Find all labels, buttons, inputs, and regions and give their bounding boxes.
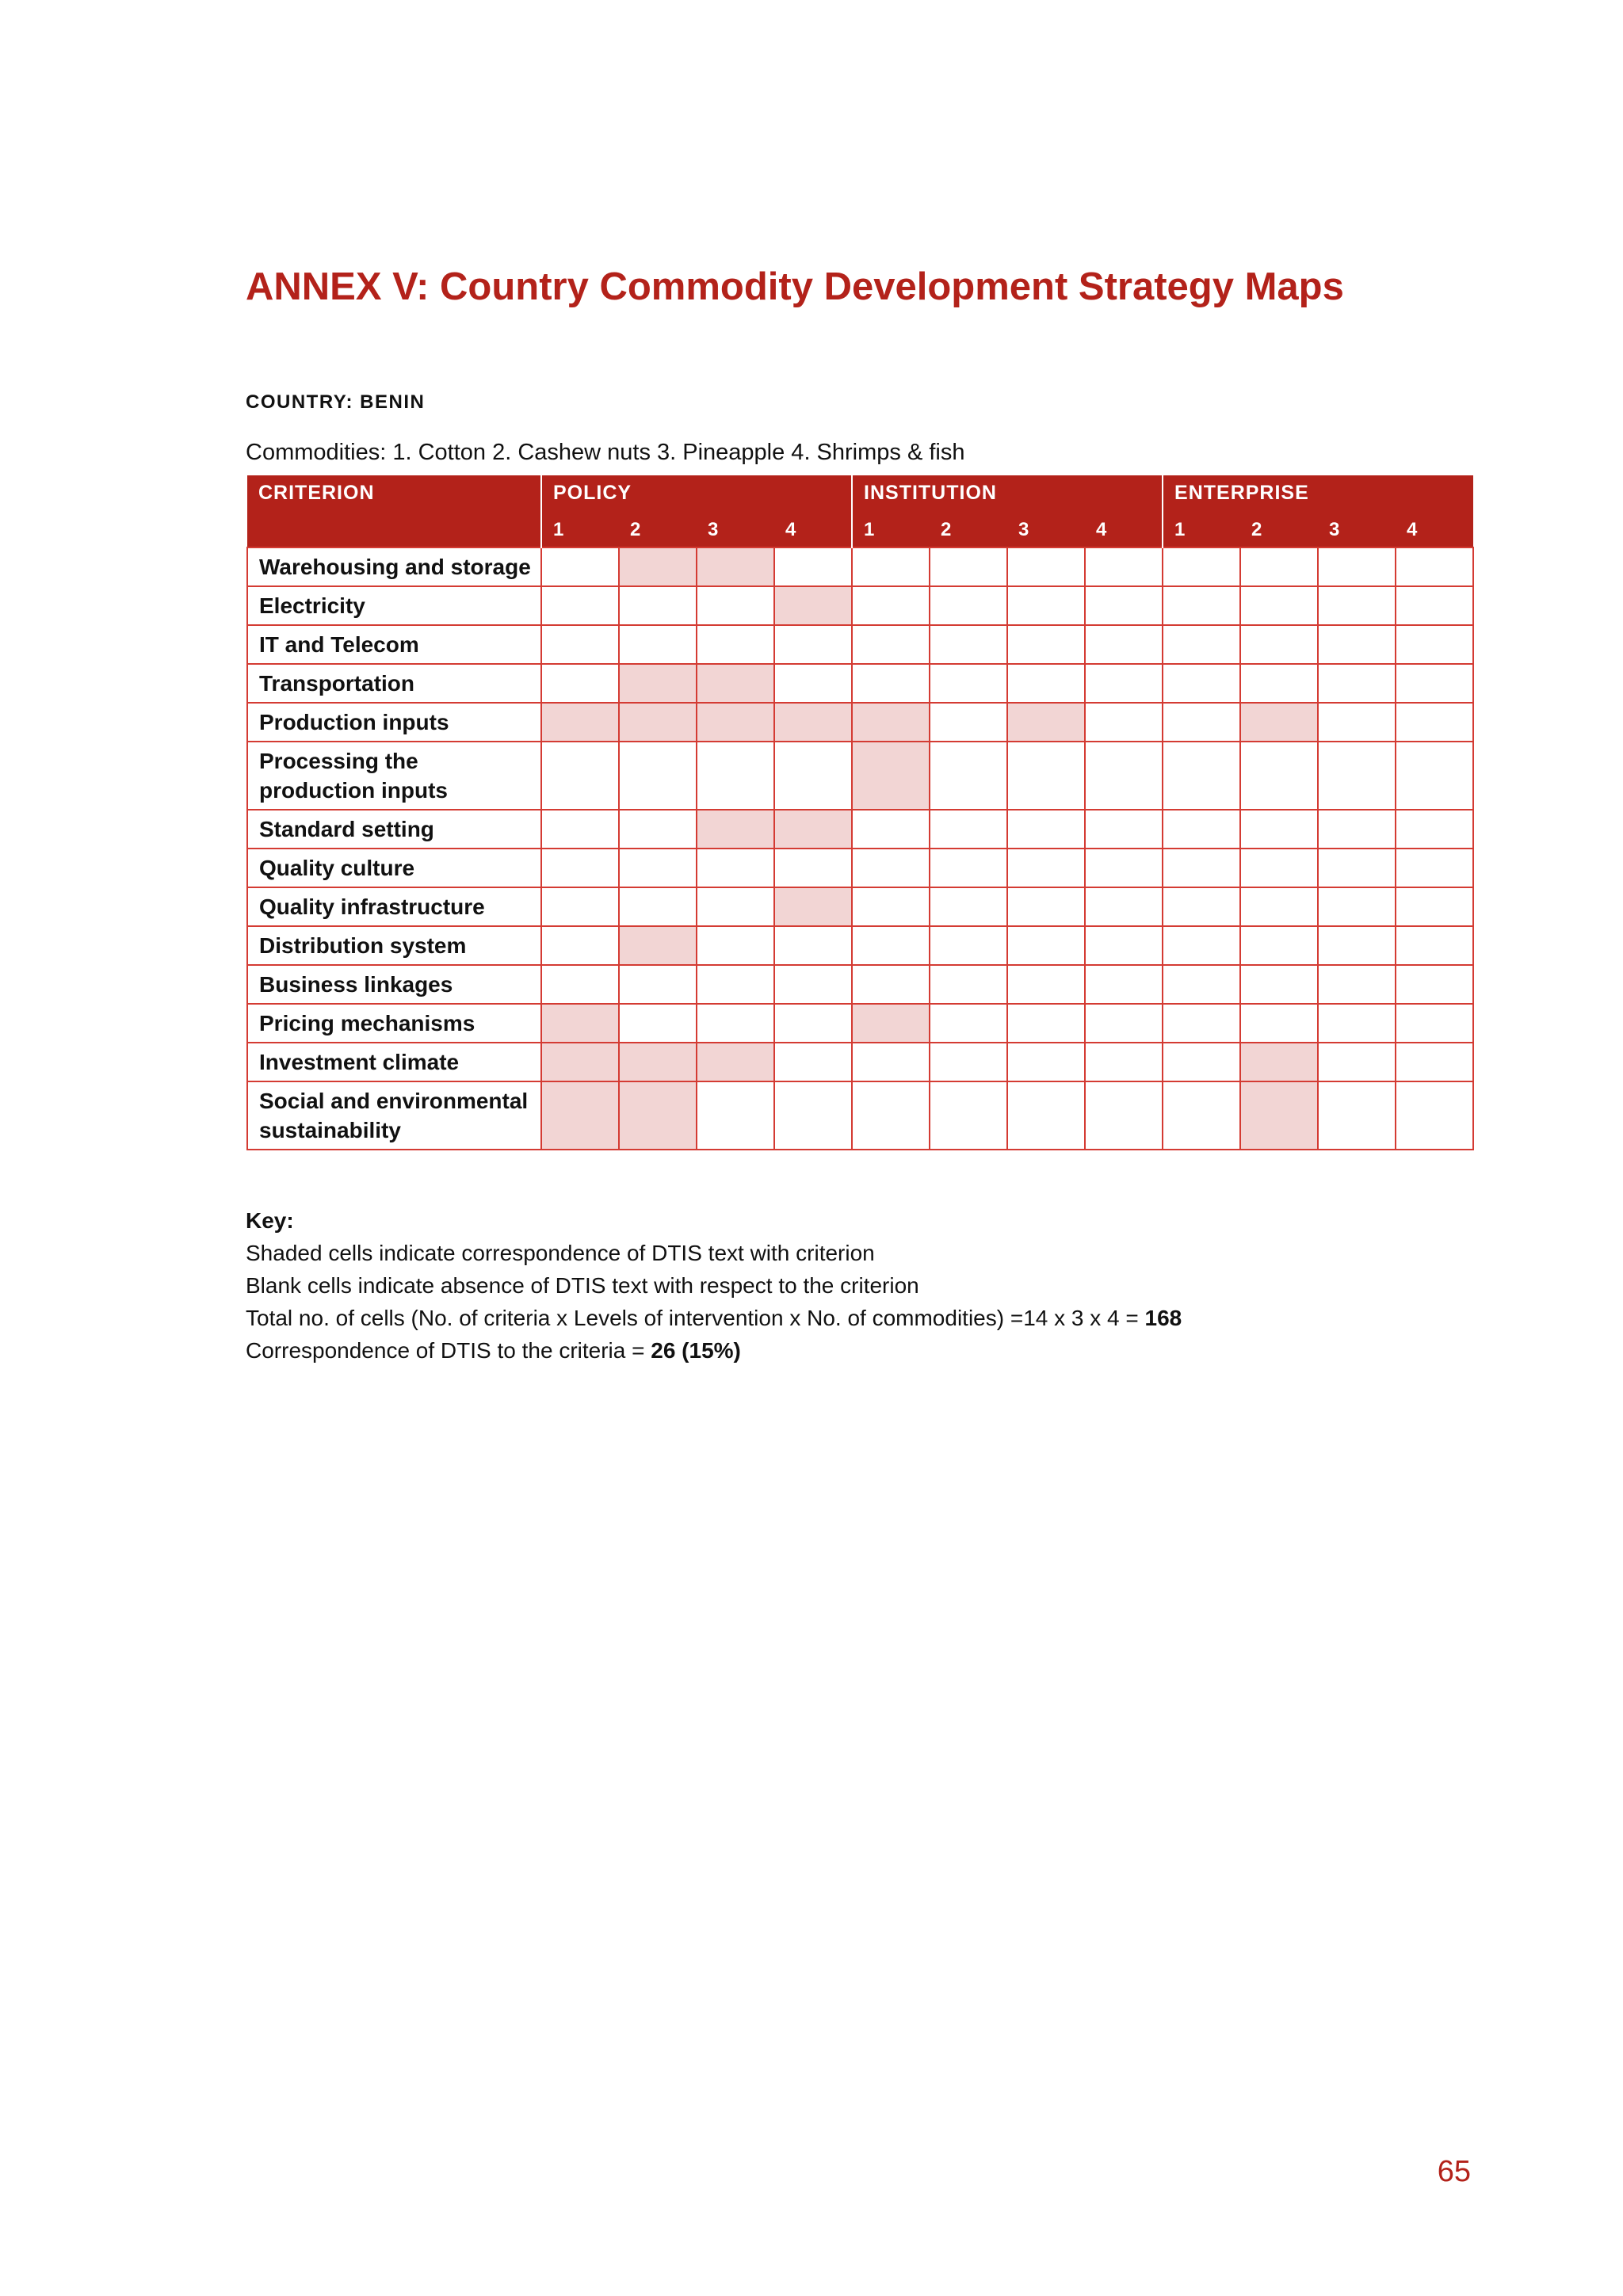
blank-cell bbox=[774, 965, 852, 1004]
table-row bbox=[247, 926, 1473, 965]
blank-cell bbox=[774, 547, 852, 586]
blank-cell bbox=[930, 586, 1007, 625]
criterion-label-text: Distribution system bbox=[259, 933, 467, 958]
criterion-label-text: Social and environmental bbox=[259, 1089, 529, 1113]
blank-cell bbox=[774, 849, 852, 887]
table-row bbox=[247, 849, 1473, 887]
blank-cell bbox=[930, 810, 1007, 849]
blank-cell bbox=[1240, 1004, 1318, 1043]
blank-cell bbox=[1318, 1043, 1396, 1081]
blank-cell bbox=[1318, 849, 1396, 887]
blank-cell bbox=[774, 926, 852, 965]
blank-cell bbox=[1085, 742, 1163, 810]
blank-cell bbox=[1007, 625, 1085, 664]
blank-cell bbox=[1163, 664, 1240, 703]
criterion-label-text: Business linkages bbox=[259, 972, 453, 997]
commodity-number-header: 1 bbox=[852, 513, 930, 547]
blank-cell bbox=[1163, 849, 1240, 887]
shaded-cell bbox=[541, 1043, 619, 1081]
criterion-label-text: Quality infrastructure bbox=[259, 894, 485, 919]
blank-cell bbox=[541, 547, 619, 586]
table-row bbox=[247, 1081, 1473, 1150]
blank-cell bbox=[1240, 586, 1318, 625]
commodity-number-header: 3 bbox=[1318, 513, 1396, 547]
criterion-label-text: Investment climate bbox=[259, 1050, 460, 1074]
blank-cell bbox=[697, 1081, 774, 1150]
shaded-cell bbox=[852, 703, 930, 742]
blank-cell bbox=[697, 625, 774, 664]
blank-cell bbox=[774, 742, 852, 810]
shaded-cell bbox=[541, 1004, 619, 1043]
table-row bbox=[247, 586, 1473, 625]
shaded-cell bbox=[852, 742, 930, 810]
blank-cell bbox=[1007, 887, 1085, 926]
blank-cell bbox=[619, 887, 697, 926]
blank-cell bbox=[1240, 849, 1318, 887]
policy-header: POLICY bbox=[541, 475, 852, 513]
table-row bbox=[247, 1043, 1473, 1081]
blank-cell bbox=[852, 664, 930, 703]
blank-cell bbox=[1085, 1081, 1163, 1150]
blank-cell bbox=[852, 887, 930, 926]
blank-cell bbox=[1396, 965, 1473, 1004]
blank-cell bbox=[1085, 926, 1163, 965]
blank-cell bbox=[541, 810, 619, 849]
blank-cell bbox=[1318, 965, 1396, 1004]
blank-cell bbox=[1318, 887, 1396, 926]
blank-cell bbox=[852, 586, 930, 625]
blank-cell bbox=[619, 965, 697, 1004]
blank-cell bbox=[930, 664, 1007, 703]
blank-cell bbox=[1318, 625, 1396, 664]
blank-cell bbox=[1396, 742, 1473, 810]
blank-cell bbox=[1085, 547, 1163, 586]
blank-cell bbox=[930, 849, 1007, 887]
key-total-value: 168 bbox=[1144, 1306, 1182, 1330]
page-title: ANNEX V: Country Commodity Development Strategy Maps bbox=[246, 265, 1344, 308]
criterion-label bbox=[247, 887, 541, 926]
table-row bbox=[247, 810, 1473, 849]
blank-cell bbox=[541, 742, 619, 810]
table-row bbox=[247, 742, 1473, 810]
criterion-label-text: Transportation bbox=[259, 671, 415, 696]
blank-cell bbox=[1163, 810, 1240, 849]
key-line-blank: Blank cells indicate absence of DTIS text with respect to the criterion bbox=[246, 1273, 919, 1298]
blank-cell bbox=[1163, 742, 1240, 810]
blank-cell bbox=[1240, 965, 1318, 1004]
shaded-cell bbox=[619, 547, 697, 586]
blank-cell bbox=[1163, 1043, 1240, 1081]
blank-cell bbox=[1396, 849, 1473, 887]
blank-cell bbox=[774, 625, 852, 664]
blank-cell bbox=[1240, 887, 1318, 926]
commodity-number-header: 4 bbox=[1085, 513, 1163, 547]
blank-cell bbox=[541, 887, 619, 926]
blank-cell bbox=[1396, 1043, 1473, 1081]
criterion-label bbox=[247, 849, 541, 887]
criterion-label bbox=[247, 625, 541, 664]
blank-cell bbox=[1396, 625, 1473, 664]
country-label: COUNTRY: BENIN bbox=[246, 391, 426, 413]
blank-cell bbox=[1163, 547, 1240, 586]
blank-cell bbox=[541, 664, 619, 703]
blank-cell bbox=[1085, 810, 1163, 849]
criterion-label-text: Warehousing and storage bbox=[259, 555, 531, 579]
commodity-number-header: 4 bbox=[774, 513, 852, 547]
shaded-cell bbox=[619, 1081, 697, 1150]
blank-cell bbox=[930, 625, 1007, 664]
commodity-number-header: 1 bbox=[541, 513, 619, 547]
table-row bbox=[247, 703, 1473, 742]
blank-cell bbox=[1007, 926, 1085, 965]
shaded-cell bbox=[852, 1004, 930, 1043]
blank-cell bbox=[1396, 664, 1473, 703]
criterion-label-text: Quality culture bbox=[259, 856, 415, 880]
blank-cell bbox=[852, 625, 930, 664]
commodity-number-header: 3 bbox=[1007, 513, 1085, 547]
criterion-label bbox=[247, 547, 541, 586]
table-row bbox=[247, 887, 1473, 926]
criterion-label-text: Production inputs bbox=[259, 710, 449, 734]
blank-cell bbox=[1085, 1043, 1163, 1081]
blank-cell bbox=[1396, 1004, 1473, 1043]
blank-cell bbox=[852, 1081, 930, 1150]
blank-cell bbox=[774, 664, 852, 703]
blank-cell bbox=[1240, 664, 1318, 703]
commodity-number-header: 4 bbox=[1396, 513, 1473, 547]
criterion-label-text: Pricing mechanisms bbox=[259, 1011, 475, 1035]
blank-cell bbox=[930, 1004, 1007, 1043]
enterprise-header: ENTERPRISE bbox=[1163, 475, 1473, 513]
blank-cell bbox=[930, 887, 1007, 926]
shaded-cell bbox=[697, 547, 774, 586]
table-row bbox=[247, 547, 1473, 586]
shaded-cell bbox=[619, 926, 697, 965]
blank-cell bbox=[697, 849, 774, 887]
blank-cell bbox=[1318, 664, 1396, 703]
blank-cell bbox=[1007, 742, 1085, 810]
blank-cell bbox=[1163, 887, 1240, 926]
key-correspondence-value: 26 (15%) bbox=[651, 1338, 741, 1363]
blank-cell bbox=[1085, 849, 1163, 887]
blank-cell bbox=[697, 965, 774, 1004]
blank-cell bbox=[1240, 926, 1318, 965]
blank-cell bbox=[1396, 810, 1473, 849]
criterion-label bbox=[247, 586, 541, 625]
table-header-row bbox=[247, 475, 1473, 513]
blank-cell bbox=[1163, 965, 1240, 1004]
key-line-shaded: Shaded cells indicate correspondence of DTIS text with criterion bbox=[246, 1241, 875, 1265]
blank-cell bbox=[541, 849, 619, 887]
blank-cell bbox=[1007, 810, 1085, 849]
commodity-number-header: 1 bbox=[1163, 513, 1240, 547]
blank-cell bbox=[1318, 1004, 1396, 1043]
blank-cell bbox=[930, 1043, 1007, 1081]
criterion-label bbox=[247, 1081, 541, 1150]
blank-cell bbox=[852, 1043, 930, 1081]
key-correspondence-text: Correspondence of DTIS to the criteria = bbox=[246, 1338, 651, 1363]
blank-cell bbox=[1318, 810, 1396, 849]
key-line-correspondence bbox=[246, 1334, 1182, 1367]
blank-cell bbox=[1007, 849, 1085, 887]
blank-cell bbox=[1085, 1004, 1163, 1043]
table-row bbox=[247, 965, 1473, 1004]
shaded-cell bbox=[541, 1081, 619, 1150]
blank-cell bbox=[774, 1043, 852, 1081]
blank-cell bbox=[1163, 703, 1240, 742]
blank-cell bbox=[930, 703, 1007, 742]
blank-cell bbox=[1007, 1081, 1085, 1150]
blank-cell bbox=[930, 742, 1007, 810]
blank-cell bbox=[1163, 1004, 1240, 1043]
shaded-cell bbox=[1240, 1043, 1318, 1081]
shaded-cell bbox=[619, 1043, 697, 1081]
blank-cell bbox=[852, 849, 930, 887]
blank-cell bbox=[1240, 625, 1318, 664]
blank-cell bbox=[619, 849, 697, 887]
blank-cell bbox=[541, 965, 619, 1004]
commodity-number-header: 2 bbox=[1240, 513, 1318, 547]
blank-cell bbox=[541, 926, 619, 965]
page-number: 65 bbox=[1437, 2155, 1471, 2188]
blank-cell bbox=[930, 547, 1007, 586]
blank-cell bbox=[619, 625, 697, 664]
blank-cell bbox=[1163, 625, 1240, 664]
criterion-header: CRITERION bbox=[247, 475, 541, 547]
blank-cell bbox=[852, 547, 930, 586]
key-total-text: Total no. of cells (No. of criteria x Levels of intervention x No. of commodities) =14 x 3 x 4 = bbox=[246, 1306, 1145, 1330]
commodity-number-header: 3 bbox=[697, 513, 774, 547]
blank-cell bbox=[1007, 547, 1085, 586]
blank-cell bbox=[1318, 703, 1396, 742]
criterion-label-text: production inputs bbox=[259, 778, 448, 803]
criterion-label bbox=[247, 965, 541, 1004]
blank-cell bbox=[852, 965, 930, 1004]
blank-cell bbox=[1240, 810, 1318, 849]
key-title: Key: bbox=[246, 1208, 294, 1233]
blank-cell bbox=[1396, 1081, 1473, 1150]
blank-cell bbox=[1396, 887, 1473, 926]
blank-cell bbox=[1318, 742, 1396, 810]
shaded-cell bbox=[541, 703, 619, 742]
blank-cell bbox=[1396, 586, 1473, 625]
blank-cell bbox=[1396, 703, 1473, 742]
blank-cell bbox=[697, 742, 774, 810]
blank-cell bbox=[1396, 926, 1473, 965]
blank-cell bbox=[619, 742, 697, 810]
blank-cell bbox=[930, 926, 1007, 965]
table-row bbox=[247, 664, 1473, 703]
blank-cell bbox=[619, 810, 697, 849]
blank-cell bbox=[1396, 547, 1473, 586]
blank-cell bbox=[930, 965, 1007, 1004]
criterion-label bbox=[247, 810, 541, 849]
strategy-map-table bbox=[246, 475, 1474, 1150]
blank-cell bbox=[697, 926, 774, 965]
blank-cell bbox=[1240, 547, 1318, 586]
blank-cell bbox=[930, 1081, 1007, 1150]
shaded-cell bbox=[774, 586, 852, 625]
blank-cell bbox=[1318, 1081, 1396, 1150]
blank-cell bbox=[541, 586, 619, 625]
shaded-cell bbox=[774, 810, 852, 849]
shaded-cell bbox=[1240, 703, 1318, 742]
blank-cell bbox=[852, 926, 930, 965]
commodity-number-header: 2 bbox=[619, 513, 697, 547]
shaded-cell bbox=[619, 664, 697, 703]
blank-cell bbox=[774, 1004, 852, 1043]
blank-cell bbox=[1240, 742, 1318, 810]
criterion-label bbox=[247, 1004, 541, 1043]
shaded-cell bbox=[697, 1043, 774, 1081]
key-section bbox=[246, 1204, 1182, 1367]
blank-cell bbox=[1007, 586, 1085, 625]
blank-cell bbox=[1163, 1081, 1240, 1150]
shaded-cell bbox=[697, 703, 774, 742]
shaded-cell bbox=[774, 703, 852, 742]
blank-cell bbox=[697, 887, 774, 926]
shaded-cell bbox=[774, 887, 852, 926]
criterion-label bbox=[247, 703, 541, 742]
criterion-label bbox=[247, 926, 541, 965]
shaded-cell bbox=[1240, 1081, 1318, 1150]
criterion-label-text: Standard setting bbox=[259, 817, 434, 841]
blank-cell bbox=[1085, 703, 1163, 742]
criterion-label bbox=[247, 742, 541, 810]
blank-cell bbox=[1163, 586, 1240, 625]
criterion-label bbox=[247, 664, 541, 703]
commodities-legend: Commodities: 1. Cotton 2. Cashew nuts 3. Pineapple 4. Shrimps & fish bbox=[246, 440, 965, 465]
blank-cell bbox=[697, 1004, 774, 1043]
blank-cell bbox=[1085, 586, 1163, 625]
shaded-cell bbox=[697, 664, 774, 703]
blank-cell bbox=[1007, 664, 1085, 703]
blank-cell bbox=[774, 1081, 852, 1150]
key-line-total bbox=[246, 1302, 1182, 1334]
blank-cell bbox=[1318, 926, 1396, 965]
criterion-label-text: Electricity bbox=[259, 593, 365, 618]
blank-cell bbox=[1163, 926, 1240, 965]
blank-cell bbox=[1007, 1004, 1085, 1043]
commodity-number-header: 2 bbox=[930, 513, 1007, 547]
shaded-cell bbox=[697, 810, 774, 849]
blank-cell bbox=[1318, 547, 1396, 586]
blank-cell bbox=[619, 1004, 697, 1043]
blank-cell bbox=[1318, 586, 1396, 625]
criterion-label bbox=[247, 1043, 541, 1081]
blank-cell bbox=[1007, 1043, 1085, 1081]
blank-cell bbox=[1085, 664, 1163, 703]
blank-cell bbox=[619, 586, 697, 625]
institution-header: INSTITUTION bbox=[852, 475, 1163, 513]
blank-cell bbox=[1085, 965, 1163, 1004]
blank-cell bbox=[541, 625, 619, 664]
criterion-label-text: Processing the bbox=[259, 749, 418, 773]
blank-cell bbox=[697, 586, 774, 625]
blank-cell bbox=[1085, 625, 1163, 664]
table-row bbox=[247, 625, 1473, 664]
blank-cell bbox=[1007, 965, 1085, 1004]
blank-cell bbox=[1085, 887, 1163, 926]
blank-cell bbox=[852, 810, 930, 849]
table-row bbox=[247, 1004, 1473, 1043]
criterion-label-text: IT and Telecom bbox=[259, 632, 419, 657]
criterion-label-text: sustainability bbox=[259, 1118, 401, 1142]
shaded-cell bbox=[619, 703, 697, 742]
shaded-cell bbox=[1007, 703, 1085, 742]
